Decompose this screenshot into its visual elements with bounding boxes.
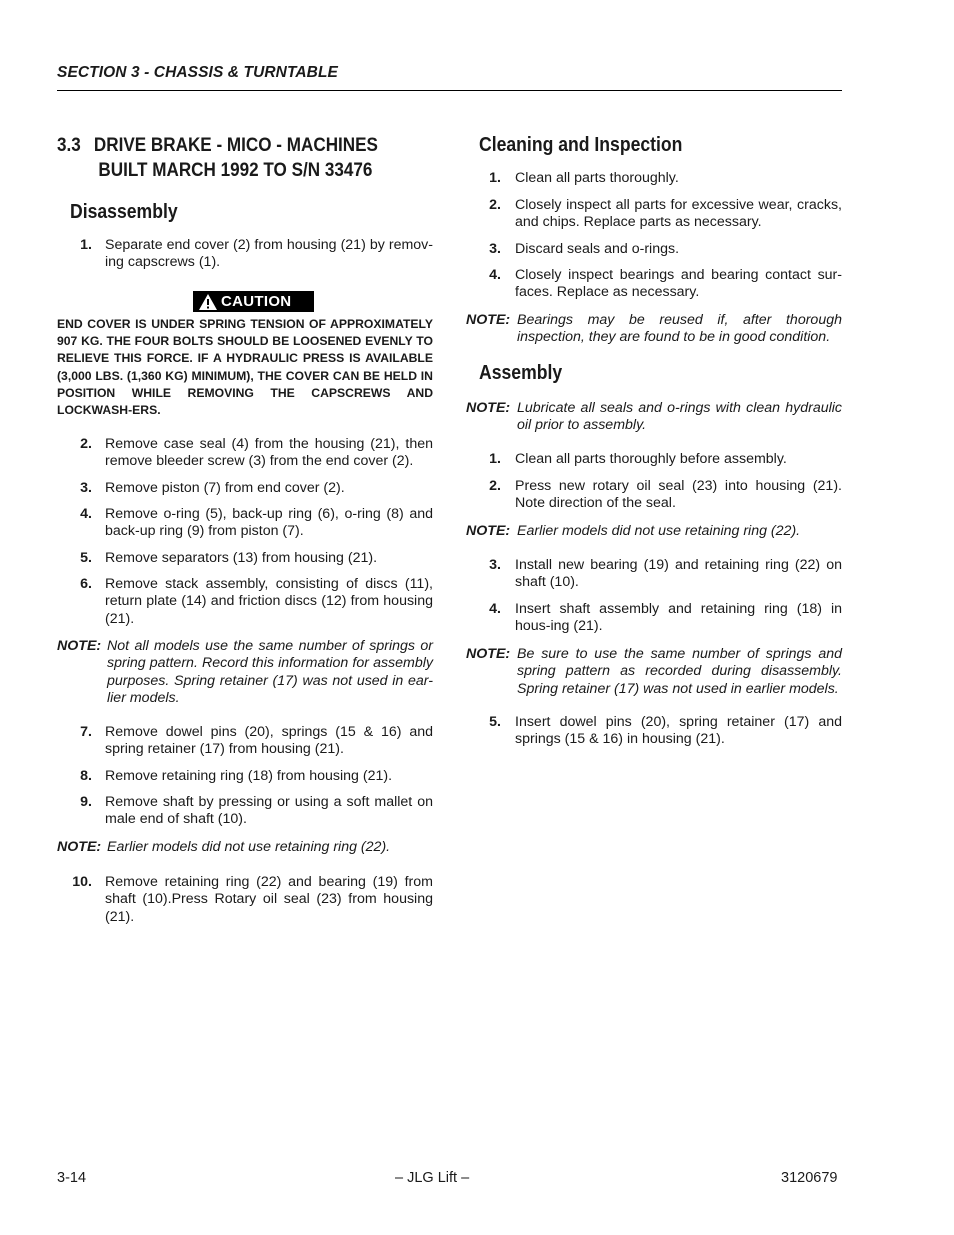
disassembly-note-2: [57, 839, 433, 857]
disassembly-step-9: [57, 794, 433, 830]
section-title-line2: BUILT MARCH 1992 TO S/N 33476: [98, 160, 373, 181]
cleaning-step-2: [466, 197, 842, 233]
page-number: 3-14: [57, 1170, 87, 1186]
footer-brand: – JLG Lift –: [395, 1170, 470, 1186]
cleaning-note: [466, 312, 842, 348]
caution-label: CAUTION: [221, 293, 292, 310]
step-number: 4.: [80, 506, 92, 522]
step-number: 1.: [489, 170, 501, 186]
cleaning-step-3: [466, 241, 842, 259]
caution-text: END COVER IS UNDER SPRING TENSION OF APPROXIMATELY 907 KG. THE FOUR BOLTS SHOULD BE LOOSENED EVENLY TO RELIEVE THIS FORCE. IF A HYDRAULIC PRESS IS AVAILABLE (3,000 LBS. (1,360 KG) MINIMUM), THE COVER CAN BE HELD IN POSITION WHILE REMOVING THE CAPSCREWS AND LOCKWASH-ERS.: [57, 317, 433, 418]
step-number: 5.: [489, 714, 501, 730]
step-number: 2.: [80, 436, 92, 452]
disassembly-step-8: [57, 768, 433, 786]
step-text: Remove retaining ring (18) from housing (21).: [105, 768, 393, 784]
step-text: Closely inspect bearings and bearing contact sur-faces. Replace as necessary.: [515, 267, 842, 301]
note-text: Be sure to use the same number of springs and spring pattern as recorded during disassembly. Spring retainer (17) was not used in earlier models.: [517, 646, 842, 697]
note-label: NOTE:: [466, 312, 511, 328]
step-text: Remove separators (13) from housing (21).: [105, 550, 378, 566]
step-text: Separate end cover (2) from housing (21) by remov-ing capscrews (1).: [105, 237, 433, 271]
step-text: Insert shaft assembly and retaining ring (18) in hous-ing (21).: [515, 601, 842, 635]
document-number: 3120679: [781, 1170, 838, 1186]
cleaning-step-1: [466, 170, 842, 188]
step-number: 6.: [80, 576, 92, 592]
note-text: Not all models use the same number of springs or spring pattern. Record this information for assembly purposes. Spring retainer (17) was not used in ear-lier models.: [107, 638, 433, 706]
disassembly-note-1: [57, 638, 433, 708]
step-text: Remove case seal (4) from the housing (21), then remove bleeder screw (3) from the end cover (2).: [105, 436, 433, 470]
assembly-step-3: [466, 557, 842, 593]
section-title: [57, 133, 399, 183]
note-text: Lubricate all seals and o-rings with clean hydraulic oil prior to assembly.: [517, 400, 842, 434]
step-number: 3.: [489, 557, 501, 573]
note-text: Bearings may be reused if, after thorough inspection, they are found to be in good condition.: [517, 312, 842, 346]
disassembly-step-5: [57, 550, 433, 568]
section-number: 3.3: [57, 135, 81, 156]
note-text: Earlier models did not use retaining ring (22).: [107, 839, 391, 855]
step-number: 7.: [80, 724, 92, 740]
warning-triangle-icon: [198, 293, 218, 311]
assembly-note-2: [466, 523, 842, 541]
step-number: 8.: [80, 768, 92, 784]
assembly-step-4: [466, 601, 842, 637]
step-text: Closely inspect all parts for excessive wear, cracks, and chips. Replace parts as necessary.: [515, 197, 842, 231]
step-text: Remove retaining ring (22) and bearing (19) from shaft (10).Press Rotary oil seal (23) from housing (21).: [105, 874, 433, 925]
step-number: 3.: [489, 241, 501, 257]
step-number: 2.: [489, 197, 501, 213]
section-title-line1: DRIVE BRAKE - MICO - MACHINES: [93, 135, 378, 156]
step-text: Clean all parts thoroughly before assembly.: [515, 451, 787, 467]
assembly-note-3: [466, 646, 842, 700]
step-text: Discard seals and o-rings.: [515, 241, 680, 257]
step-text: Install new bearing (19) and retaining ring (22) on shaft (10).: [515, 557, 842, 591]
assembly-step-1: [466, 451, 842, 469]
step-number: 1.: [489, 451, 501, 467]
note-label: NOTE:: [57, 638, 102, 654]
disassembly-heading: Disassembly: [70, 201, 178, 223]
note-label: NOTE:: [466, 523, 511, 539]
disassembly-step-3: [57, 480, 433, 498]
step-number: 9.: [80, 794, 92, 810]
cleaning-heading: Cleaning and Inspection: [479, 134, 683, 156]
note-label: NOTE:: [466, 646, 511, 662]
assembly-heading: Assembly: [479, 362, 563, 384]
step-text: Remove dowel pins (20), springs (15 & 16) and spring retainer (17) from housing (21).: [105, 724, 433, 758]
disassembly-step-7: [57, 724, 433, 760]
step-text: Remove shaft by pressing or using a soft mallet on male end of shaft (10).: [105, 794, 433, 828]
disassembly-step-10: [57, 874, 433, 928]
disassembly-step-2: [57, 436, 433, 472]
disassembly-step-4: [57, 506, 433, 542]
step-text: Press new rotary oil seal (23) into housing (21). Note direction of the seal.: [515, 478, 842, 512]
caution-badge: [193, 291, 314, 312]
assembly-step-5: [466, 714, 842, 750]
step-number: 10.: [72, 874, 92, 890]
step-number: 5.: [80, 550, 92, 566]
step-text: Insert dowel pins (20), spring retainer (17) and springs (15 & 16) in housing (21).: [515, 714, 842, 748]
step-text: Remove piston (7) from end cover (2).: [105, 480, 345, 496]
step-number: 1.: [80, 237, 92, 253]
step-number: 4.: [489, 601, 501, 617]
step-text: Clean all parts thoroughly.: [515, 170, 679, 186]
step-number: 2.: [489, 478, 501, 494]
disassembly-step-6: [57, 576, 433, 630]
assembly-note-1: [466, 400, 842, 436]
step-number: 4.: [489, 267, 501, 283]
section-header-label: SECTION 3 - CHASSIS & TURNTABLE: [57, 64, 338, 81]
step-number: 3.: [80, 480, 92, 496]
step-text: Remove stack assembly, consisting of discs (11), return plate (14) and friction discs (12) from housing (21).: [105, 576, 433, 627]
note-label: NOTE:: [466, 400, 511, 416]
step-text: Remove o-ring (5), back-up ring (6), o-ring (8) and back-up ring (9) from piston (7).: [105, 506, 433, 540]
page-header: [57, 64, 842, 91]
note-label: NOTE:: [57, 839, 102, 855]
disassembly-step-1: [57, 237, 433, 273]
note-text: Earlier models did not use retaining ring (22).: [517, 523, 801, 539]
cleaning-step-4: [466, 267, 842, 303]
assembly-step-2: [466, 478, 842, 514]
